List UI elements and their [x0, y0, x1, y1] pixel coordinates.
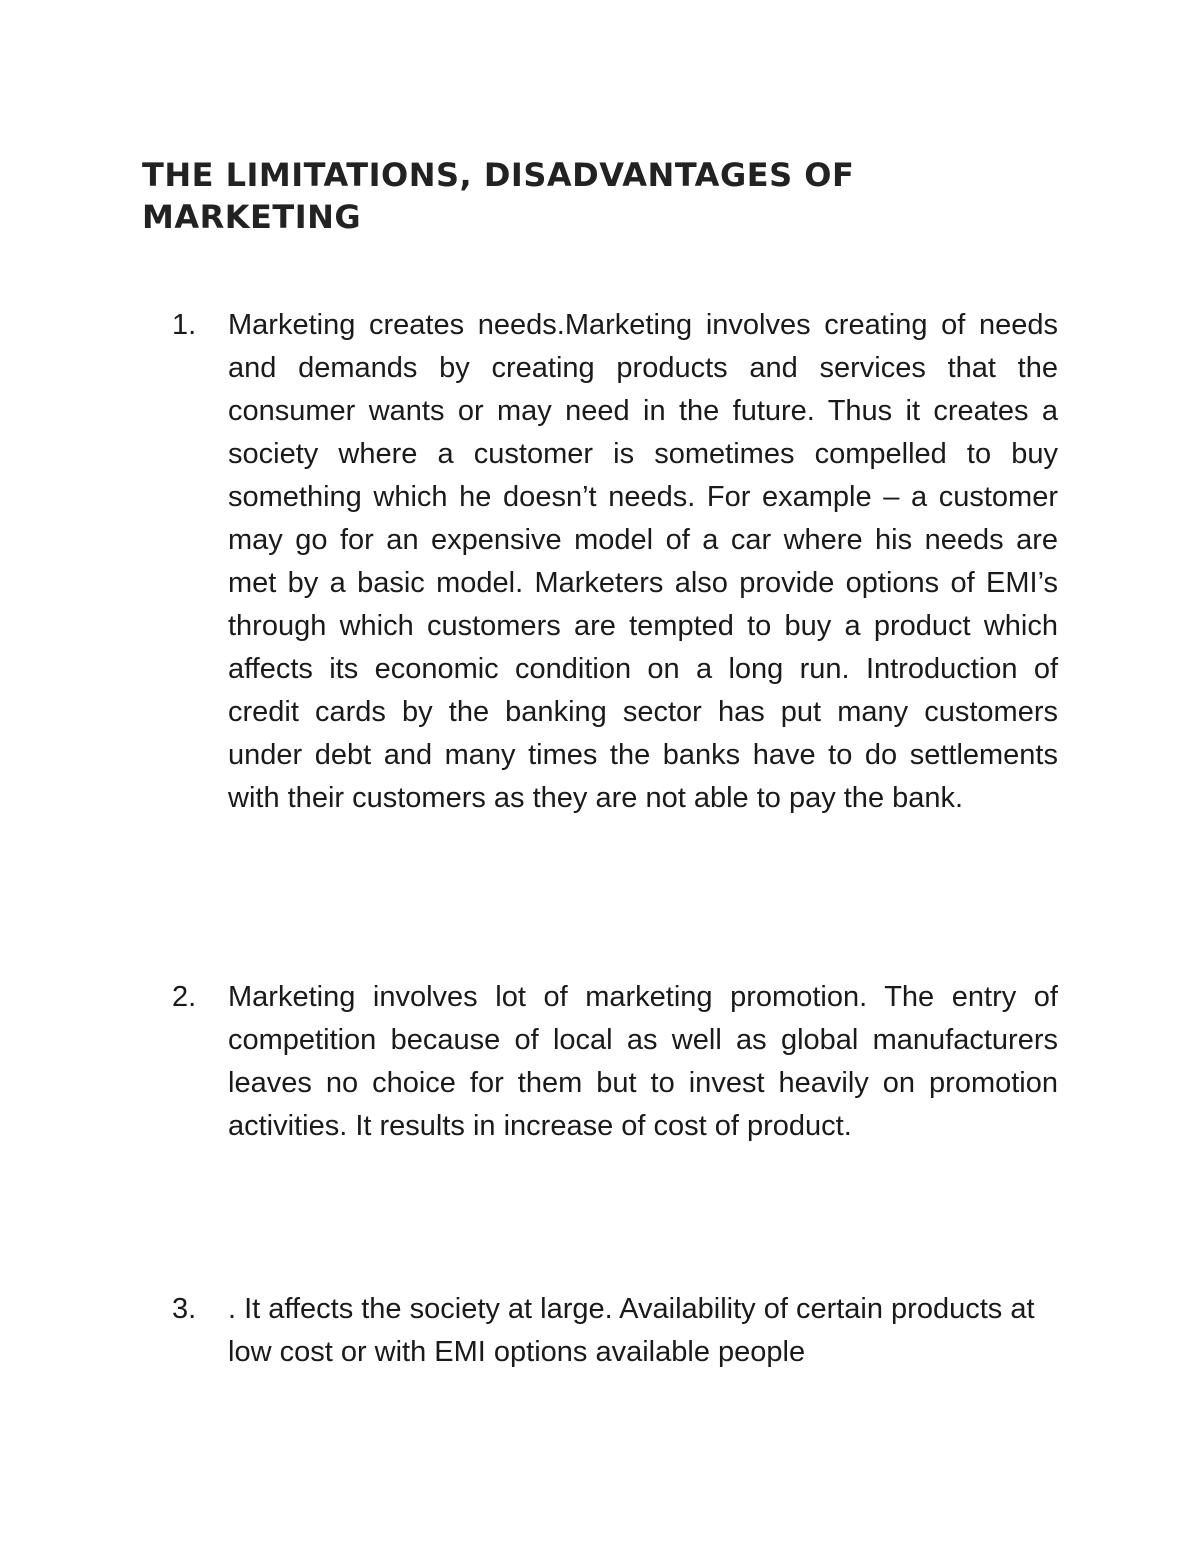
document-title: THE LIMITATIONS, DISADVANTAGES OF MARKETING: [142, 156, 855, 236]
list-item: [172, 304, 1058, 820]
list-item-text: Marketing creates needs.Marketing involves creating of needs and demands by creating products and services that the consumer wants or may need in the future. Thus it creates a society where a customer is sometimes compelled to buy something which he doesn’t needs. For example – a customer may go for an expensive model of a car where his needs are met by a basic model. Marketers also provide options of EMI’s through which customers are tempted to buy a product which affects its economic condition on a long run. Introduction of credit cards by the banking sector has put many customers under debt and many times the banks have to do settlements with their customers as they are not able to pay the bank.: [228, 309, 1058, 814]
list-item: [172, 1288, 1058, 1374]
list-item: [172, 976, 1058, 1148]
list-item-number: 3.: [172, 1293, 197, 1325]
list-item-text: Marketing involves lot of marketing promotion. The entry of competition because of local as well as global manufacturers leaves no choice for them but to invest heavily on promotion activities. It results in increase of cost of product.: [228, 981, 1058, 1142]
list-item-text: . It affects the society at large. Availability of certain products at low cost or with EMI options available people: [228, 1293, 1035, 1368]
list-item-number: 2.: [172, 981, 197, 1013]
list-item-number: 1.: [172, 309, 197, 341]
